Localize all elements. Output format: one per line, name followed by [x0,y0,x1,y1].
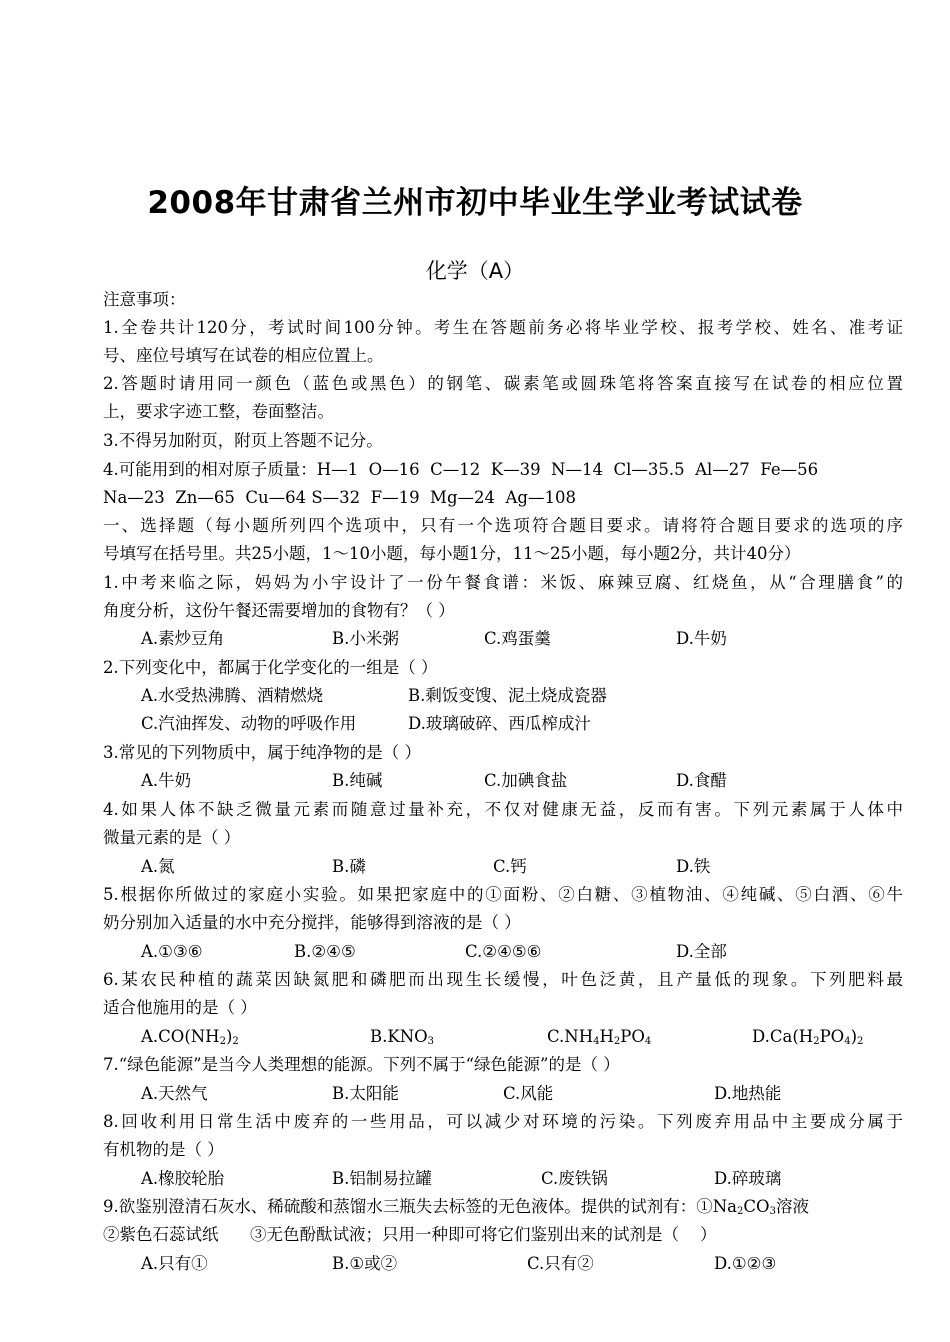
question-3-stem: 3.常见的下列物质中，属于纯净物的是（ ） [103,743,421,762]
note-2-line-1: 2.答题时请用同一颜色（蓝色或黑色）的钢笔、碳素笔或圆珠笔将答案直接写在试卷的相应位置 [103,374,903,393]
question-6-stem-line-2: 适合他施用的是（ ） [103,998,257,1017]
note-4-line-2: Na—23 Zn—65 Cu—64 S—32 F—19 Mg—24 Ag—108 [103,488,576,507]
question-5-option-c: C.②④⑤⑥ [465,942,542,961]
question-4-option-c: C.钙 [493,857,527,876]
question-1-option-b: B.小米粥 [332,629,399,648]
question-5-option-b: B.②④⑤ [294,942,356,961]
question-5-option-d: D.全部 [676,942,727,961]
question-3-option-b: B.纯碱 [332,771,383,790]
question-3-option-d: D.食醋 [676,771,727,790]
question-7-option-b: B.太阳能 [332,1084,399,1103]
question-6-option-a: $A.CO(NH_2)_2$ [141,1027,239,1047]
note-2-line-2: 上，要求字迹工整，卷面整洁。 [103,402,334,421]
question-8-option-b: B.铝制易拉罐 [332,1169,432,1188]
question-1-option-d: D.牛奶 [676,629,727,648]
question-4-option-a: A.氮 [141,857,175,876]
question-8-stem-line-1: 8.回收利用日常生活中废弃的一些用品，可以减少对环境的污染。下列废弃用品中主要成分属于 [103,1112,903,1131]
question-7-option-c: C.风能 [503,1084,554,1103]
question-4-stem-line-1: 4.如果人体不缺乏微量元素而随意过量补充，不仅对健康无益，反而有害。下列元素属于人体中 [103,800,903,819]
question-1-option-c: C.鸡蛋羹 [484,629,551,648]
question-2-option-b: B.剩饭变馊、泥土烧成瓷器 [408,686,607,705]
question-9-option-d: D.①②③ [714,1254,777,1273]
notes-heading: 注意事项： [103,290,186,309]
question-8-option-c: C.废铁锅 [541,1169,608,1188]
question-1-stem-line-2: 角度分析，这份午餐还需要增加的食物有？（ ） [103,601,455,620]
question-9-option-c: C.只有② [527,1254,594,1273]
question-4-option-b: B.磷 [332,857,366,876]
question-6-option-d: $D.Ca(H_2PO_4)_2$ [752,1027,864,1047]
question-8-option-a: A.橡胶轮胎 [141,1169,225,1188]
section-instructions-line-2: 号填写在括号里。共25小题，1～10小题，每小题1分，11～25小题，每小题2分，共计40分） [103,544,801,563]
note-4-line-1: 4.可能用到的相对原子质量：H—1 O—16 C—12 K—39 N—14 Cl—35.5 Al—27 Fe—56 [103,460,819,479]
section-instructions-line-1: 一、选择题（每小题所列四个选项中，只有一个选项符合题目要求。请将符合题目要求的选项的序 [103,516,903,535]
question-4-stem-line-2: 微量元素的是（ ） [103,828,241,847]
question-2-option-a: A.水受热沸腾、酒精燃烧 [141,686,324,705]
question-6-stem-line-1: 6.某农民种植的蔬菜因缺氮肥和磷肥而出现生长缓慢，叶色泛黄，且产量低的现象。下列肥料最 [103,970,903,989]
question-6-option-c: $C.NH_4H_2PO_4$ [547,1027,652,1047]
question-9-stem-line-1: 9.欲鉴别澄清石灰水、稀硫酸和蒸馏水三瓶失去标签的无色液体。提供的试剂有：$①Na_2CO_3$溶液 [103,1197,809,1217]
question-5-option-a: A.①③⑥ [141,942,203,961]
question-3-option-a: A.牛奶 [141,771,192,790]
question-7-option-d: D.地热能 [714,1084,782,1103]
question-7-option-a: A.天然气 [141,1084,208,1103]
question-9-option-b: B.①或② [332,1254,398,1273]
question-8-option-d: D.碎玻璃 [714,1169,782,1188]
question-9-stem-line-2: ②紫色石蕊试纸 ③无色酚酞试液；只用一种即可将它们鉴别出来的试剂是（ ） [103,1225,717,1244]
question-7-stem: 7.“绿色能源”是当今人类理想的能源。下列不属于“绿色能源”的是（ ） [103,1055,620,1074]
note-1-line-1: 1.全卷共计120分，考试时间100分钟。考生在答题前务必将毕业学校、报考学校、姓名、准考证 [103,318,903,337]
question-8-stem-line-2: 有机物的是（ ） [103,1140,224,1159]
question-2-option-c: C.汽油挥发、动物的呼吸作用 [141,714,357,733]
page-title: 2008年甘肃省兰州市初中毕业生学业考试试卷 [147,185,803,221]
question-1-stem-line-1: 1.中考来临之际，妈妈为小宇设计了一份午餐食谱：米饭、麻辣豆腐、红烧鱼，从“合理膳食”的 [103,573,903,592]
question-6-option-b: $B.KNO_3$ [370,1027,435,1047]
question-2-option-d: D.玻璃破碎、西瓜榨成汁 [408,714,591,733]
question-9-option-a: A.只有① [141,1254,208,1273]
question-3-option-c: C.加碘食盐 [484,771,568,790]
question-1-option-a: A.素炒豆角 [141,629,225,648]
question-2-stem: 2.下列变化中，都属于化学变化的一组是（ ） [103,658,438,677]
question-4-option-d: D.铁 [676,857,711,876]
note-1-line-2: 号、座位号填写在试卷的相应位置上。 [103,346,384,365]
question-5-stem-line-1: 5.根据你所做过的家庭小实验。如果把家庭中的①面粉、②白糖、③植物油、④纯碱、⑤白酒、⑥牛 [103,885,903,904]
note-3: 3.不得另加附页，附页上答题不记分。 [103,431,383,450]
question-5-stem-line-2: 奶分别加入适量的水中充分搅拌，能够得到溶液的是（ ） [103,913,521,932]
subject-subtitle: 化学（A） [425,259,525,283]
